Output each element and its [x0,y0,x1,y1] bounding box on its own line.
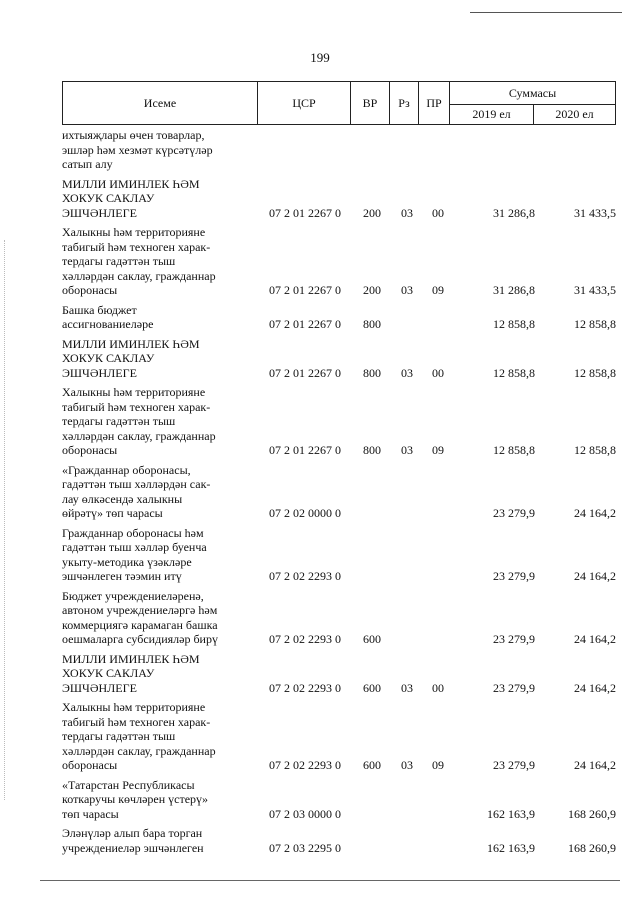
row-name-line: хәлләрдән саклау, гражданнар [62,743,216,758]
row-name [62,303,258,332]
row-name-line: Бюджет учреждениеләренә, [62,588,204,603]
table-row [62,778,616,822]
row-vr: 800 [363,365,381,380]
row-name-line: коткаручы көчләрен үстерү» [62,792,209,806]
row-sum-2020: 31 433,5 [574,205,616,220]
row-name-line: автоном учреждениеләргә һәм [62,603,218,617]
row-name [62,826,258,855]
row-name-line: оборонасы [62,443,118,457]
table-row [62,385,616,458]
header-sums: Суммасы [449,81,616,105]
row-pr: 00 [432,365,444,380]
bottom-rule [40,880,620,881]
row-name-line: сатып алу [62,157,113,171]
row-name [62,526,258,584]
row-sum-2020: 12 858,8 [574,317,616,331]
row-sum-2019: 23 279,9 [493,569,535,583]
table-row [62,303,616,332]
row-name [62,589,258,647]
row-sum-2019: 31 286,8 [493,205,535,220]
row-name-line: оборонасы [62,758,118,772]
row-rz: 03 [401,205,413,220]
row-sum-2019: 12 858,8 [493,365,535,380]
row-name [62,778,258,822]
row-csr: 07 2 02 2293 0 [269,569,341,583]
row-pr: 09 [432,443,444,457]
row-sum-2020: 12 858,8 [574,443,616,457]
row-csr: 07 2 01 2267 0 [269,205,341,220]
row-name [62,337,258,381]
top-rule [470,12,622,13]
row-name-line: «Гражданнар оборонасы, [62,462,191,477]
row-sum-2020: 24 164,2 [574,506,616,520]
row-sum-2020: 12 858,8 [574,365,616,380]
row-name-line: табигый һәм техноген харак- [62,239,211,254]
row-name-line: ихтыяҗлары өчен товарлар, [62,128,205,142]
row-sum-2020: 24 164,2 [574,569,616,583]
row-name [62,700,258,773]
row-name-line: гадәттән тыш хәлләрдән сак- [62,477,211,491]
row-name-line: МИЛЛИ ИМИНЛЕК ҺӘМ [62,176,200,191]
table-body [62,128,616,860]
row-name-line: ХОКУК САКЛАУ [62,191,155,205]
row-name [62,128,258,172]
row-vr: 600 [363,632,381,646]
row-name-line: учреждениеләр эшчәнлеген [62,840,204,855]
header-pr: ПР [418,81,450,125]
row-name-line: МИЛЛИ ИМИНЛЕК ҺӘМ [62,336,200,351]
table-row [62,177,616,221]
row-name-line: оешмаларга субсидияләр бирү [62,632,218,646]
row-vr: 600 [363,758,381,772]
row-sum-2019: 31 286,8 [493,283,535,297]
row-sum-2020: 168 260,9 [568,806,616,821]
row-name-line: ЭШЧӘНЛЕГЕ [62,205,137,220]
table-row [62,337,616,381]
row-vr: 600 [363,680,381,695]
row-sum-2019: 162 163,9 [487,840,535,855]
row-name-line: хәлләрдән саклау, гражданнар [62,268,216,283]
row-csr: 07 2 01 2267 0 [269,443,341,457]
table-row [62,589,616,647]
row-name [62,385,258,458]
row-sum-2020: 24 164,2 [574,632,616,646]
header-csr: ЦСР [257,81,351,125]
row-pr: 00 [432,680,444,695]
table-row [62,826,616,855]
row-name-line: коммерциягә карамаган башка [62,617,218,632]
row-rz: 03 [401,443,413,457]
table-header [62,81,616,125]
row-rz: 03 [401,365,413,380]
row-pr: 09 [432,283,444,297]
row-csr: 07 2 03 0000 0 [269,806,341,821]
row-name-line: ЭШЧӘНЛЕГЕ [62,365,137,380]
row-name-line: Гражданнар оборонасы һәм [62,525,204,540]
row-sum-2020: 31 433,5 [574,283,616,297]
row-rz: 03 [401,680,413,695]
row-name-line: хәлләрдән саклау, гражданнар [62,428,216,443]
row-name-line: Башка бюджет [62,302,137,317]
row-csr: 07 2 02 2293 0 [269,758,341,772]
row-name-line: Халыкны һәм территорияне [62,225,206,239]
row-name [62,225,258,298]
row-name-line: эшчәнлеген тәэмин итү [62,569,182,583]
row-name-line: гадәттән тыш хәлләр буенча [62,540,207,554]
row-name [62,463,258,521]
row-name-line: ЭШЧӘНЛЕГЕ [62,680,137,695]
row-pr: 00 [432,205,444,220]
row-csr: 07 2 03 2295 0 [269,840,341,855]
table-row [62,463,616,521]
row-sum-2019: 23 279,9 [493,680,535,695]
row-name-line: тердагы гадәттән тыш [62,414,176,428]
row-vr: 800 [363,317,381,331]
table-row [62,225,616,298]
header-year-2019: 2019 ел [449,104,534,125]
row-name-line: төп чарасы [62,806,119,821]
row-vr: 200 [363,205,381,220]
row-csr: 07 2 01 2267 0 [269,283,341,297]
row-sum-2019: 23 279,9 [493,632,535,646]
header-rz: Рз [389,81,419,125]
row-name-line: лау өлкәсендә халыкны [62,491,183,506]
row-sum-2020: 24 164,2 [574,680,616,695]
header-name: Исеме [62,81,258,125]
margin-marks [4,240,6,800]
row-csr: 07 2 02 0000 0 [269,506,341,520]
row-name-line: табигый һәм техноген харак- [62,714,211,729]
row-name-line: тердагы гадәттән тыш [62,254,176,268]
row-sum-2020: 168 260,9 [568,840,616,855]
row-name-line: Эләнүләр алып бара торган [62,826,203,840]
row-sum-2019: 12 858,8 [493,317,535,331]
table-row [62,700,616,773]
page-number: 199 [310,50,330,65]
row-vr: 200 [363,283,381,297]
row-name [62,652,258,696]
row-name-line: эшләр һәм хезмәт күрсәтүләр [62,142,213,157]
row-name-line: ХОКУК САКЛАУ [62,666,155,680]
row-csr: 07 2 02 2293 0 [269,632,341,646]
table-row [62,128,616,172]
table-row [62,526,616,584]
row-rz: 03 [401,758,413,772]
row-csr: 07 2 01 2267 0 [269,365,341,380]
row-name-line: Халыкны һәм территорияне [62,700,206,714]
row-sum-2019: 23 279,9 [493,506,535,520]
table-row [62,652,616,696]
row-name-line: оборонасы [62,283,118,297]
row-sum-2020: 24 164,2 [574,758,616,772]
row-csr: 07 2 02 2293 0 [269,680,341,695]
row-name-line: укыту-методика үзәкләре [62,554,192,569]
row-name-line: табигый һәм техноген харак- [62,399,211,414]
row-name-line: МИЛЛИ ИМИНЛЕК ҺӘМ [62,651,200,666]
row-csr: 07 2 01 2267 0 [269,317,341,331]
row-name-line: «Татарстан Республикасы [62,777,195,792]
row-rz: 03 [401,283,413,297]
row-name [62,177,258,221]
header-vr: ВР [350,81,390,125]
row-sum-2019: 12 858,8 [493,443,535,457]
row-name-line: тердагы гадәттән тыш [62,729,176,743]
row-vr: 800 [363,443,381,457]
header-year-2020: 2020 ел [533,104,616,125]
row-name-line: ассигнованиеләре [62,317,154,331]
row-pr: 09 [432,758,444,772]
row-sum-2019: 23 279,9 [493,758,535,772]
row-name-line: ХОКУК САКЛАУ [62,351,155,365]
row-sum-2019: 162 163,9 [487,806,535,821]
row-name-line: өйрәтү» төп чарасы [62,506,163,520]
row-name-line: Халыкны һәм территорияне [62,385,206,399]
